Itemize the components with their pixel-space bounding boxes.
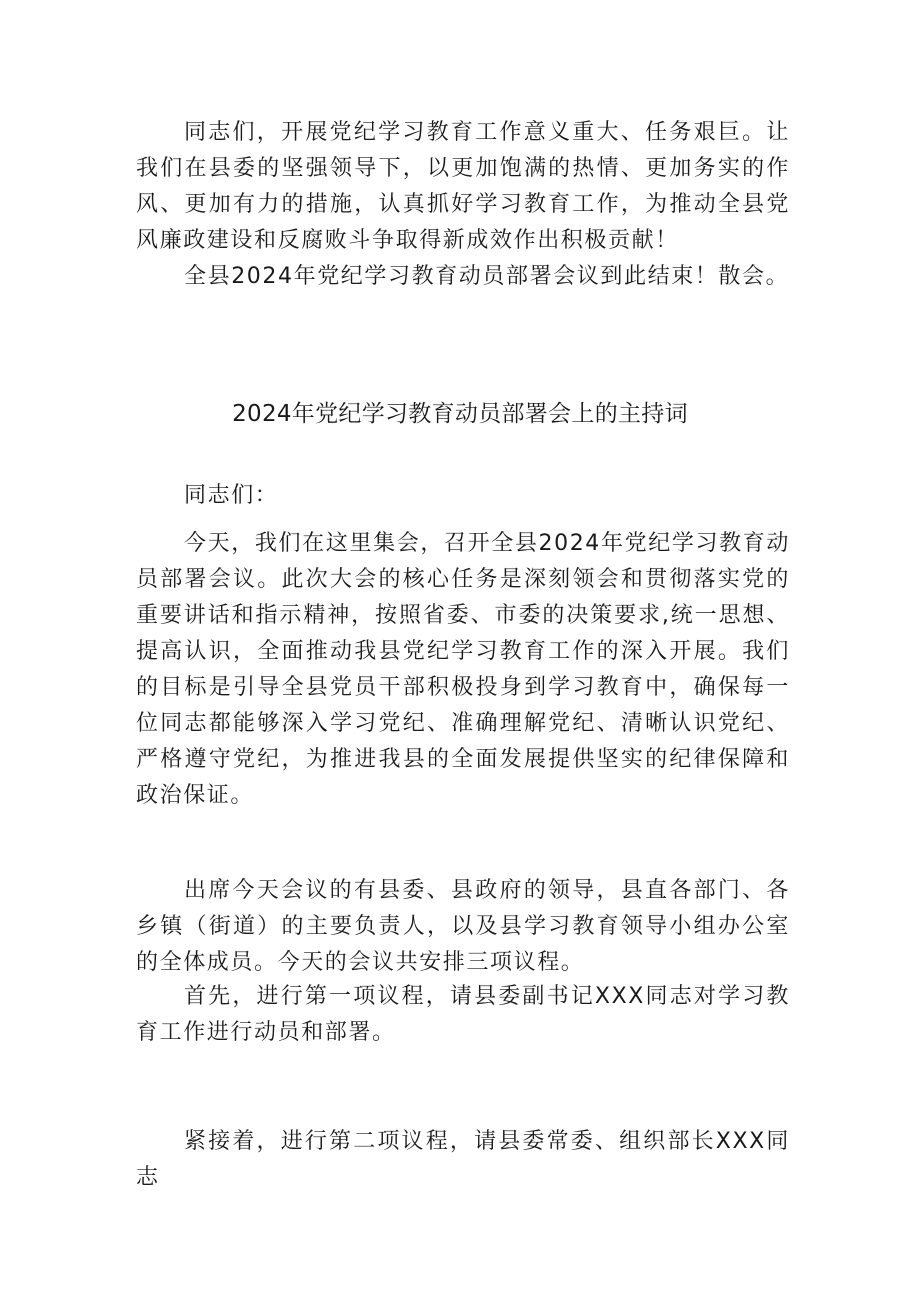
closing-paragraph: 同志们，开展党纪学习教育工作意义重大、任务艰巨。让我们在县委的坚强领导下，以更加饱满的热情、更加务实的作风、更加有力的措施，认真抓好学习教育工作，为推动全县党风廉政建设和反腐败斗争取得新成效作出积极贡献！ <box>136 120 790 253</box>
paragraph-opening: 今天，我们在这里集会，召开全县2024年党纪学习教育动员部署会议。此次大会的核心任务是深刻领会和贯彻落实党的重要讲话和指示精神，按照省委、市委的决策要求,统一思想、提高认识，全面推动我县党纪学习教育工作的深入开展。我们的目标是引导全县党员干部积极投身到学习教育中，确保每一位同志都能够深入学习党纪、准确理解党纪、清晰认识党纪、严格遵守党纪，为推进我县的全面发展提供坚实的纪律保障和政治保证。 <box>136 531 790 808</box>
paragraph-agenda-first: 首先，进行第一项议程，请县委副书记XXX同志对学习教育工作进行动员和部署。 <box>136 984 790 1045</box>
salutation: 同志们： <box>184 483 279 508</box>
speech-title: 2024年党纪学习教育动员部署会上的主持词 <box>232 401 688 427</box>
paragraph-attendees: 出席今天会议的有县委、县政府的领导，县直各部门、各乡镇（街道）的主要负责人，以及县学习教育领导小组办公室的全体成员。今天的会议共安排三项议程。 <box>136 878 790 975</box>
dismissal-paragraph: 全县2024年党纪学习教育动员部署会议到此结束！散会。 <box>184 264 790 289</box>
paragraph-agenda-second: 紧接着，进行第二项议程，请县委常委、组织部长XXX同志 <box>136 1129 790 1190</box>
